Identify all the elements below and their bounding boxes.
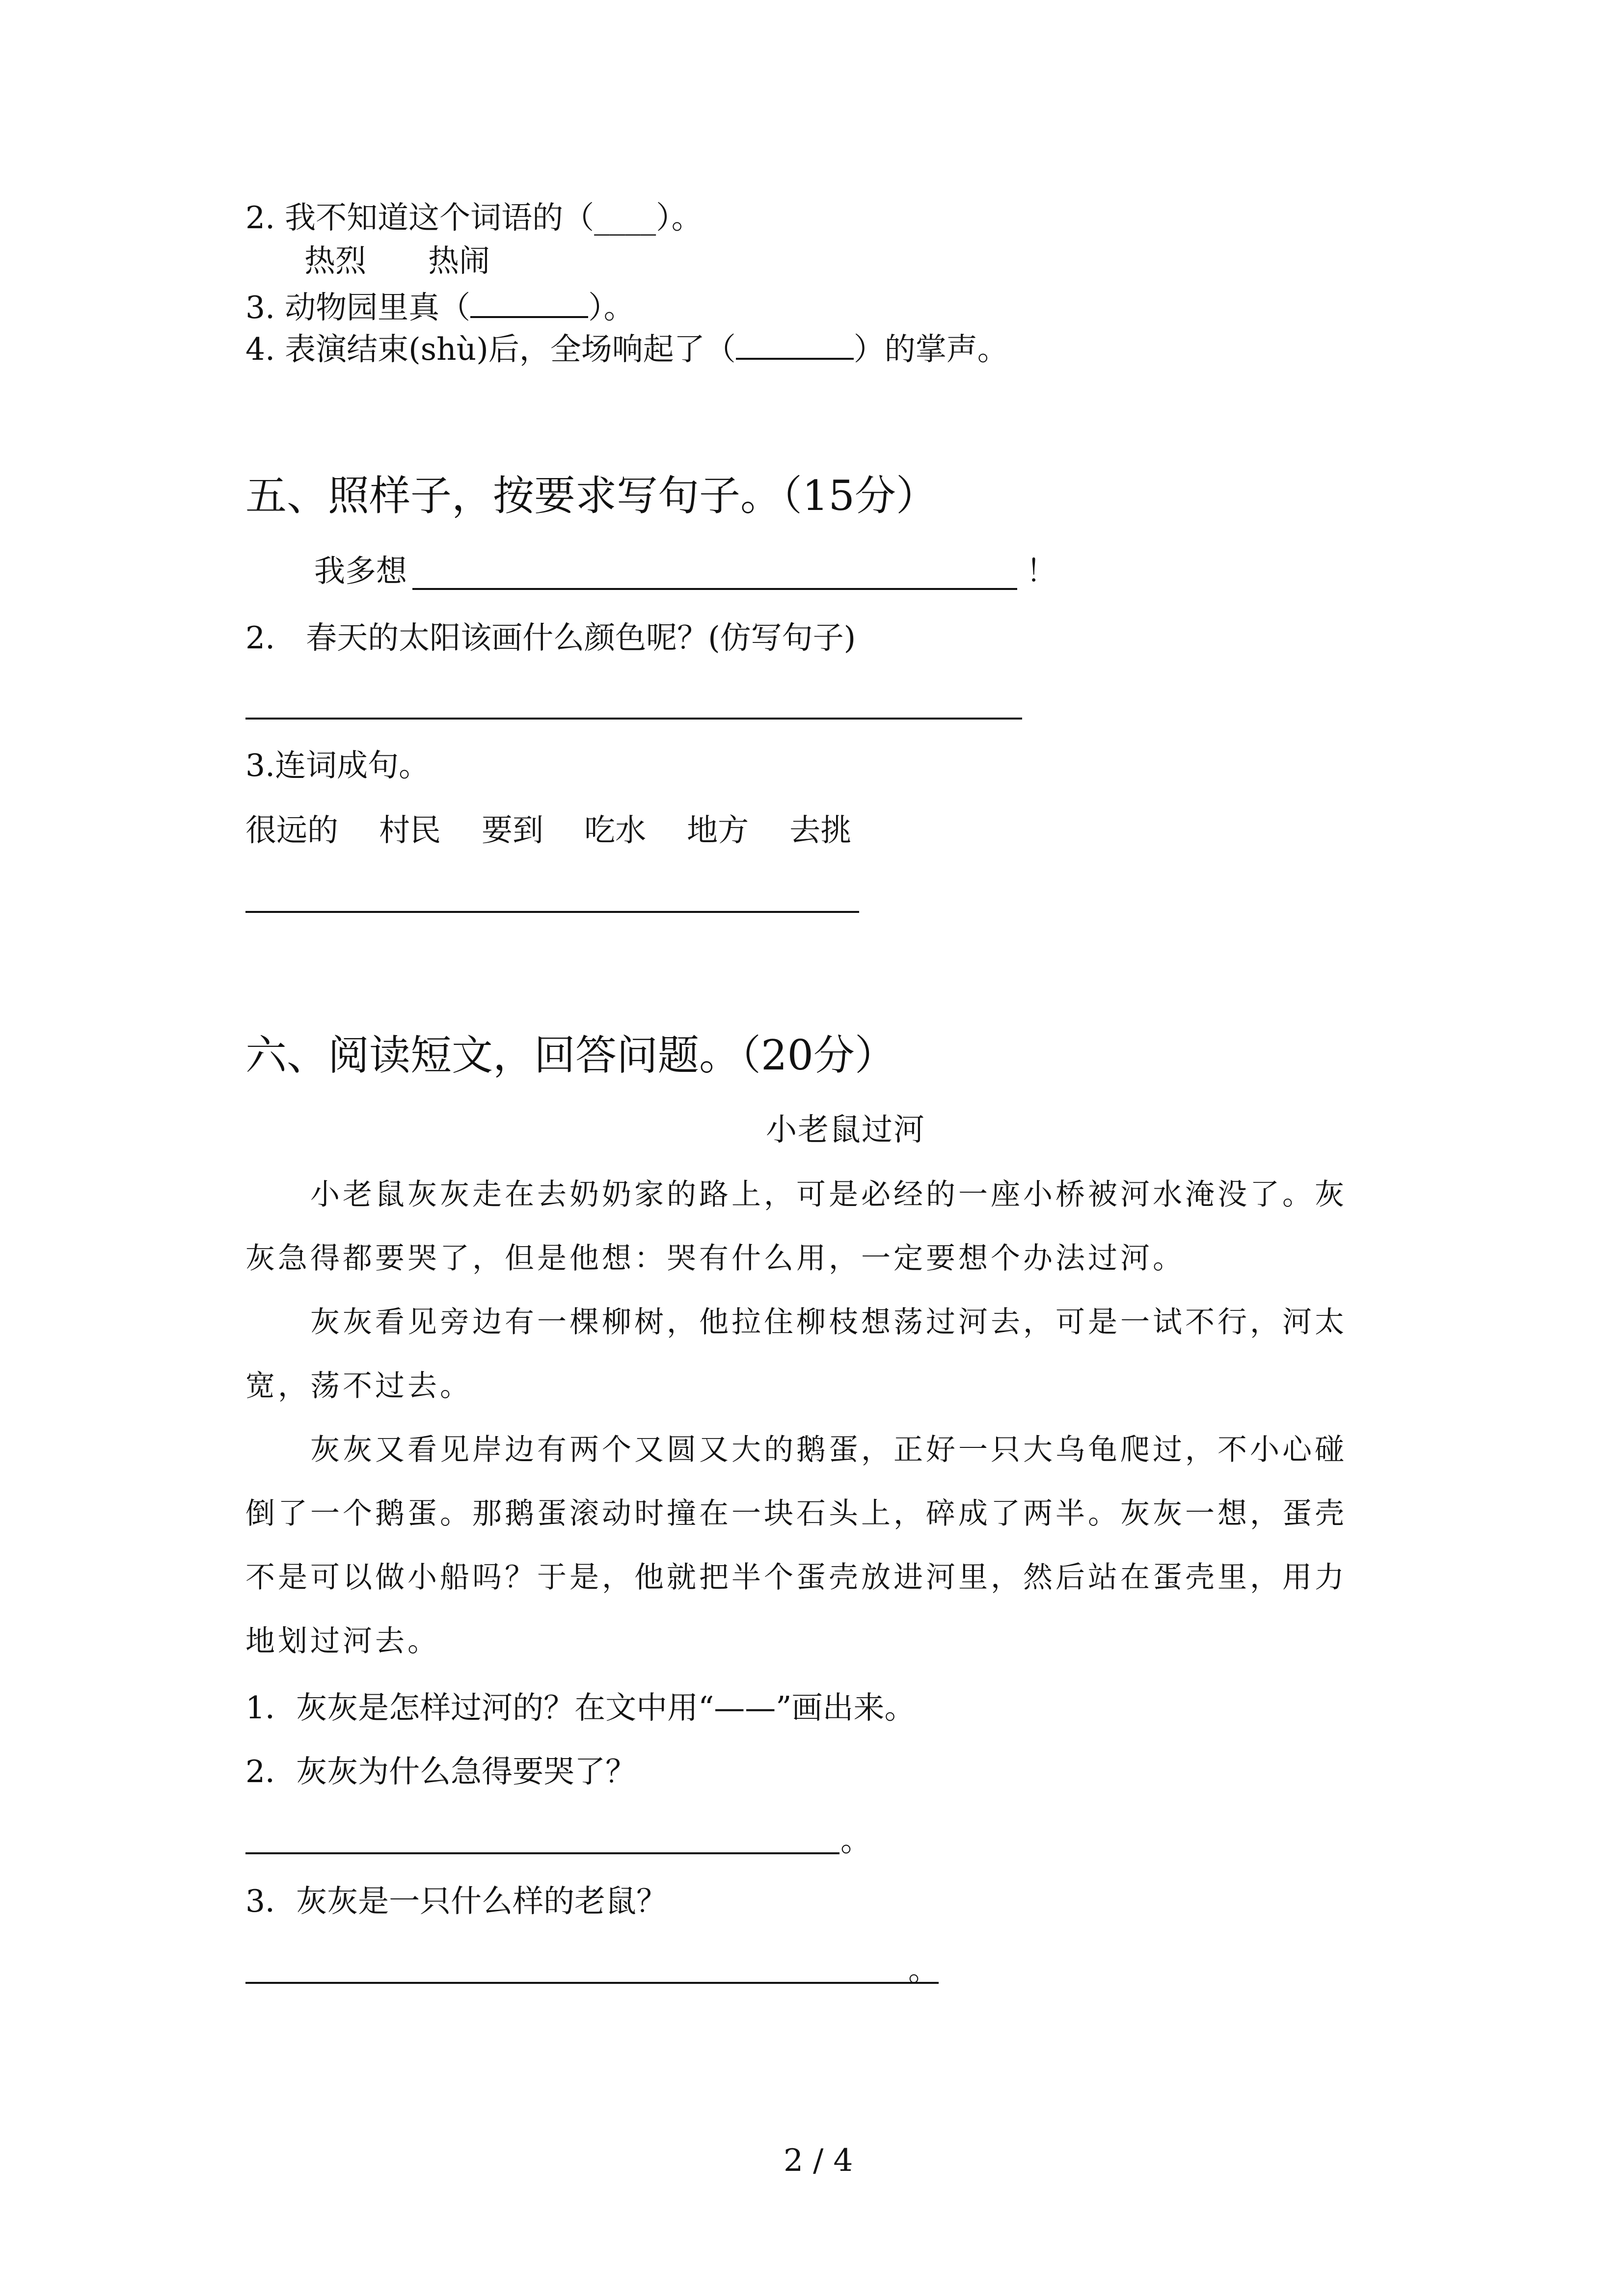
answer-line[interactable] (245, 1852, 839, 1854)
question-4-prefix: 4. 表演结束(shù)后，全场响起了（ (245, 331, 736, 367)
story-title: 小老鼠过河 (766, 1112, 925, 1148)
section-6-heading: 六、阅读短文，回答问题。（20分） (245, 1031, 896, 1079)
paragraph-line: 灰急得都要哭了，但是他想：哭有什么用，一定要想个办法过河。 (245, 1241, 1185, 1276)
question-2: 2. 我不知道这个词语的（____）。 (245, 200, 703, 236)
paragraph-line: 地划过河去。 (245, 1624, 440, 1658)
reading-question-3: 3．灰灰是一只什么样的老鼠？ (245, 1883, 668, 1919)
word-list: 很远的 村民 要到 吃水 地方 去挑 (245, 812, 852, 848)
paragraph-line: 宽，荡不过去。 (245, 1369, 472, 1403)
item-1-label: 我多想 (314, 553, 407, 589)
answer-line[interactable] (245, 1982, 939, 1984)
paragraph-line: 小老鼠灰灰走在去奶奶家的路上，可是必经的一座小桥被河水淹没了。灰 (245, 1177, 1347, 1212)
item-3: 3.连词成句。 (245, 748, 430, 783)
page-number: 2 / 4 (784, 2142, 853, 2178)
item-2: 2. 春天的太阳该画什么颜色呢？(仿写句子) (245, 620, 856, 656)
section-5-heading: 五、照样子，按要求写句子。（15分） (245, 472, 937, 520)
paragraph-line: 不是可以做小船吗？于是，他就把半个蛋壳放进河里，然后站在蛋壳里，用力 (245, 1560, 1347, 1595)
answer-blank[interactable] (470, 316, 588, 318)
answer-end-mark: 。 (840, 1822, 871, 1858)
item-1-end: ！ (1026, 553, 1057, 589)
answer-blank[interactable] (736, 357, 854, 360)
answer-line[interactable] (245, 718, 1022, 720)
paragraph-line: 倒了一个鹅蛋。那鹅蛋滚动时撞在一块石头上，碎成了两半。灰灰一想，蛋壳 (245, 1496, 1347, 1531)
question-4 (245, 331, 1008, 367)
question-3-prefix: 3. 动物园里真（ (245, 290, 471, 325)
paragraph-line: 灰灰又看见岸边有两个又圆又大的鹅蛋，正好一只大乌龟爬过，不小心碰 (245, 1433, 1347, 1467)
question-4-suffix: ）的掌声。 (853, 331, 1008, 367)
reading-question-2: 2．灰灰为什么急得要哭了？ (245, 1754, 637, 1789)
answer-line[interactable] (245, 911, 859, 913)
answer-line[interactable] (412, 588, 1017, 590)
question-3-suffix: ）。 (588, 290, 635, 325)
word-options: 热烈 热闹 (304, 243, 490, 279)
paragraph-line: 灰灰看见旁边有一棵柳树，他拉住柳枝想荡过河去，可是一试不行，河太 (245, 1305, 1347, 1339)
reading-question-1: 1．灰灰是怎样过河的？在文中用“——”画出来。 (245, 1690, 916, 1726)
question-3 (245, 292, 635, 323)
answer-end-mark: 。 (908, 1952, 939, 1988)
